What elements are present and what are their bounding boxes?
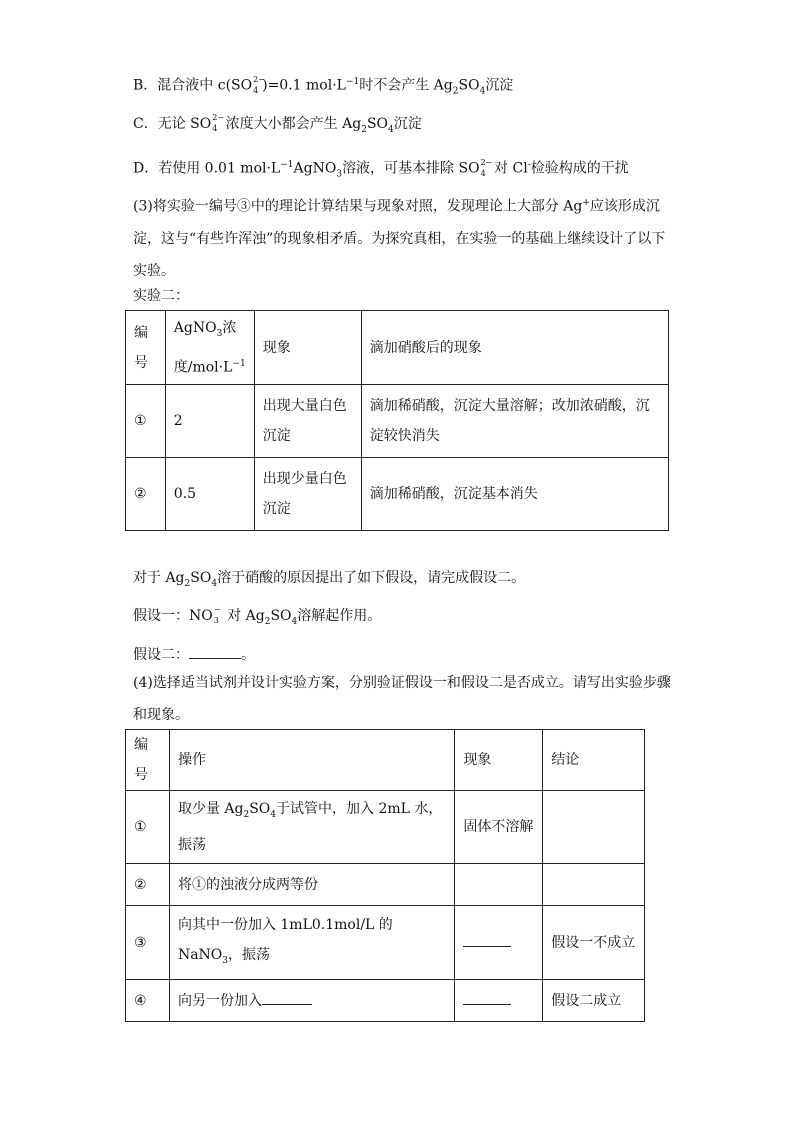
header-after-acid: 滴加硝酸后的现象 (361, 311, 668, 385)
row-id: ② (126, 864, 170, 906)
row-observation: 出现大量白色沉淀 (254, 385, 361, 458)
header-observation: 现象 (455, 730, 543, 791)
row-observation: 固体不溶解 (455, 791, 543, 864)
row-observation (455, 864, 543, 906)
answer-blank[interactable] (463, 932, 511, 947)
answer-blank[interactable] (189, 644, 241, 659)
row-id: ② (126, 458, 166, 531)
row-id: ④ (126, 980, 170, 1022)
table-row (126, 980, 645, 1022)
row-operation: 向另一份加入 (169, 980, 454, 1022)
header-conclusion: 结论 (543, 730, 645, 791)
header-observation: 现象 (254, 311, 361, 385)
row-observation (455, 980, 543, 1022)
row-conclusion (543, 791, 645, 864)
table-row (126, 906, 645, 980)
hypothesis-intro: 对于 $Ag_2SO_4$溶于硝酸的原因提出了如下假设，请完成假设二。 (133, 570, 526, 589)
experiment-3-table (125, 729, 645, 1022)
table-row (126, 458, 669, 531)
row-id: ① (126, 791, 170, 864)
option-b: B．混合液中 c(SO 2− 4 )=0.1 $mol\cdot L^{-1}$时不会产生 $Ag_2SO_4$沉淀 (133, 74, 514, 97)
experiment-2-table (125, 310, 669, 531)
row-conclusion: 假设一不成立 (543, 906, 645, 980)
answer-blank[interactable] (463, 990, 511, 1005)
row-operation: 向其中一份加入 1mL0.1mol/L 的 NaNO$_3$，振荡 (169, 906, 454, 980)
answer-blank[interactable] (262, 990, 312, 1005)
question-3-text: (3)将实验一编号③中的理论计算结果与现象对照，发现理论上大部分 Ag+应该形成沉淀，这与“有些许浑浊”的现象相矛盾。为探究真相，在实验一的基础上继续设计了以下实验。 (133, 198, 666, 279)
row-conclusion: 假设二成立 (543, 980, 645, 1022)
row-operation: 将①的浊液分成两等份 (169, 864, 454, 906)
row-concentration: 2 (165, 385, 254, 458)
header-operation: 操作 (169, 730, 454, 791)
table-row (126, 864, 645, 906)
experiment-2-title: 实验二： (133, 288, 189, 304)
row-after-acid: 滴加稀硝酸，沉淀基本消失 (361, 458, 668, 531)
option-d: D．若使用 0.01 $mol\cdot L^{-1}AgNO_3$溶液，可基本排除 SO 2− 4 对 Cl-检验构成的干扰 (133, 157, 629, 180)
hypothesis-1: 假设一：NO − 3 对 $Ag_2SO_4$溶解起作用。 (133, 605, 382, 627)
header-id: 编号 (126, 730, 170, 791)
question-4-text: (4)选择适当试剂并设计实验方案，分别验证假设一和假设二是否成立。请写出实验步骤和现象。 (133, 675, 671, 723)
row-id: ① (126, 385, 166, 458)
hypothesis-2: 假设二： 。 (133, 644, 255, 665)
row-observation (455, 906, 543, 980)
row-conclusion (543, 864, 645, 906)
table-header-row (126, 311, 669, 385)
row-operation: 取少量 $Ag_2SO_4$于试管中，加入 2mL 水，振荡 (169, 791, 454, 864)
row-after-acid: 滴加稀硝酸，沉淀大量溶解；改加浓硝酸，沉淀较快消失 (361, 385, 668, 458)
row-concentration: 0.5 (165, 458, 254, 531)
table-row (126, 791, 645, 864)
row-observation: 出现少量白色沉淀 (254, 458, 361, 531)
table-header-row (126, 730, 645, 791)
row-id: ③ (126, 906, 170, 980)
option-c: C．无论 SO 2− 4 浓度大小都会产生 $Ag_2SO_4$沉淀 (133, 113, 422, 135)
table-row (126, 385, 669, 458)
header-concentration: AgNO$_3$浓度$/mol\cdot L^{-1}$ (165, 311, 254, 385)
header-id: 编号 (126, 311, 166, 385)
